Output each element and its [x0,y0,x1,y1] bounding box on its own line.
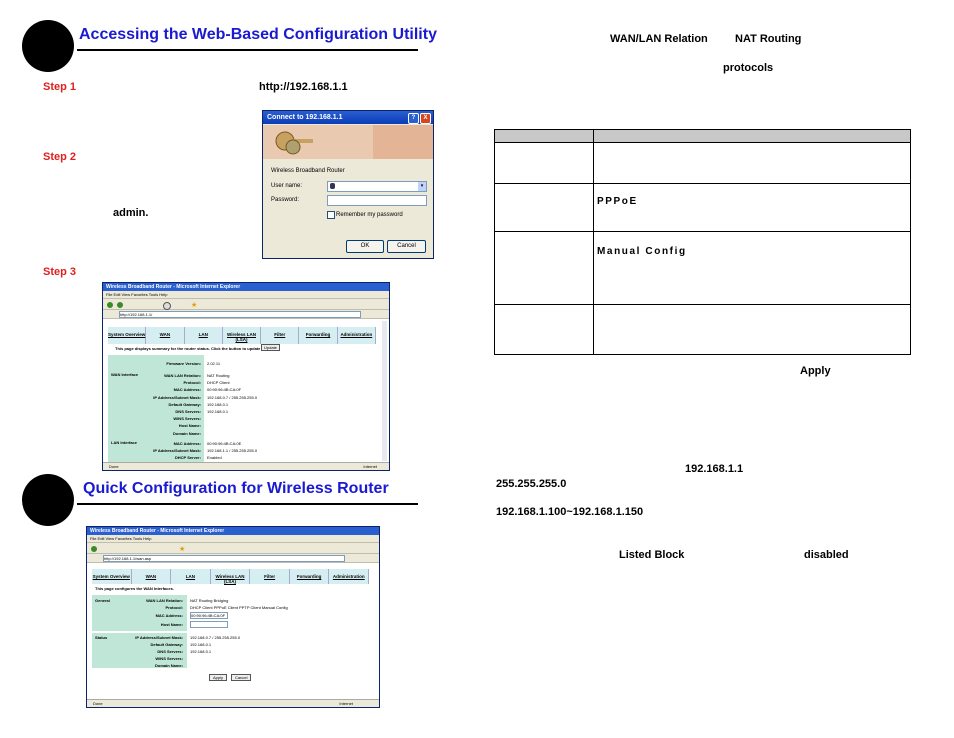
listed-block-term: Listed Block [619,549,685,561]
section-title-quick-config: Quick Configuration for Wireless Router [83,480,389,497]
remember-checkbox[interactable] [327,211,335,219]
status-zone: Internet [339,701,353,706]
username-input[interactable] [327,181,427,192]
table-header-row [495,130,911,143]
section-title-access: Accessing the Web-Based Configuration Utility [79,26,437,43]
row-value: 192.168.0.1 [190,649,212,654]
status-zone: Internet [363,464,377,469]
browser2-addressbar [87,554,379,563]
firmware-label: Firmware Version: [166,361,201,366]
row-label: IP Address/Subnet Mask: [153,394,201,400]
row-label: MAC Address: [173,387,201,393]
row-value: DHCP Client [207,380,230,386]
cancel-button[interactable]: Cancel [387,240,426,253]
row-label: Protocol: [183,380,201,386]
status-done: Done [93,701,103,706]
browser2-nav [92,569,369,584]
row-value: 00:90:96:4B:CA:0F [207,387,242,393]
keys-banner-image [263,125,433,159]
table-row [495,305,911,355]
table-cell [594,232,911,305]
table-row [495,143,911,184]
browser2-menubar: File Edit View Favorites Tools Help [87,535,379,543]
table-cell [495,184,594,232]
row-value: 192.168.0.1 [207,401,229,407]
lan-section-label: LAN Interface [111,440,138,445]
tab-wan[interactable]: WAN [146,327,184,344]
protocols-term: protocols [723,62,774,74]
table-cell [495,305,594,355]
wan-section-label: WAN Interface [111,372,139,377]
browser2-toolbar [87,543,379,554]
dialog-banner [263,125,433,159]
table-cell [594,184,911,232]
tab-administration[interactable]: Administration [338,327,376,344]
section-bullet-2 [22,474,74,526]
browser-window-status [102,282,390,471]
status-section-label: Status [95,635,108,640]
tab-lan[interactable]: LAN [171,569,211,584]
ok-button[interactable]: OK [346,240,384,253]
remember-label: Remember my password [336,212,403,218]
browser2-title: Wireless Broadband Router - Microsoft Internet Explorer [87,527,379,535]
step-2-label: Step 2 [43,151,77,163]
protocol-table [494,129,911,355]
tab-forwarding[interactable]: Forwarding [299,327,337,344]
mac-input[interactable]: 00:90:96:4B:CA:0F [190,612,228,619]
table-row [495,232,911,305]
favorites-icon[interactable]: ★ [191,302,198,309]
row-label: DNS Servers: [175,409,201,414]
tab-wan[interactable]: WAN [132,569,172,584]
update-button[interactable]: Update [261,344,280,351]
tab-filter[interactable]: Filter [261,327,299,344]
row-value: 192.168.0.7 / 255.255.255.0 [207,394,258,400]
close-icon[interactable]: X [420,113,431,124]
row-value: 192.168.0.1 [207,409,229,414]
row-label: MAC Address: [173,441,201,446]
dhcp-range: 192.168.1.100~192.168.1.150 [496,506,644,518]
table-row [495,184,911,232]
back-icon[interactable] [107,302,113,308]
browser1-scrollbar[interactable] [382,321,387,461]
tab-wireless-lan[interactable]: Wireless LAN (LSA) [211,569,251,584]
status-done: Done [109,464,119,469]
address-input[interactable]: http://192.168.1.1/ [119,311,361,318]
address-input[interactable]: http://192.168.1.1/wan.asp [103,555,345,562]
disabled-term: disabled [804,549,849,561]
browser1-status [103,462,389,470]
default-mask: 255.255.255.0 [496,478,567,490]
apply-term: Apply [800,365,831,377]
browser1-menubar: File Edit View Favorites Tools Help [103,291,389,299]
default-ip: 192.168.1.1 [685,463,744,475]
dialog-realm: Wireless Broadband Router [271,168,345,174]
table-header-cell [594,130,911,143]
username-label: User name: [271,183,303,189]
row-label: WAN LAN Relation: [164,373,201,378]
password-input[interactable] [327,195,427,206]
browser2-status [87,699,379,707]
mac-label: MAC Address: [155,613,183,618]
protocol-label: Protocol: [165,605,183,610]
search-icon[interactable] [163,302,171,310]
user-icon [330,183,335,189]
row-value: 192.168.1.1 / 255.255.255.0 [207,448,258,454]
row-value: 00:90:96:4B:CA:0E [207,441,242,446]
row-label: DHCP Server: [174,455,201,461]
row-value: Enabled [207,455,222,461]
step-1-label: Step 1 [43,81,77,93]
row-value: 192.168.0.1 [190,642,212,647]
row-label: Host Name: [178,423,201,429]
table-cell [495,143,594,184]
browser-window-wan [86,526,380,708]
row-label: WINS Servers: [155,656,183,661]
favorites-icon[interactable]: ★ [179,546,186,553]
tab-lan[interactable]: LAN [185,327,223,344]
relation-options[interactable]: NAT Routing Bridging [190,598,229,603]
browser1-intro: This page displays summary for the router status. Click the button to update [115,346,261,351]
firmware-value: 2.02.11 [207,361,221,366]
chevron-down-icon[interactable]: ▾ [418,182,426,191]
tab-filter[interactable]: Filter [250,569,290,584]
browser1-addressbar [103,310,389,319]
browser1-nav [108,327,376,344]
row-label: Default Gateway: [168,401,201,407]
tab-system-overview[interactable]: System Overview [108,327,146,344]
apply-button[interactable]: Apply [209,674,227,681]
help-icon[interactable]: ? [408,113,419,124]
row-value: NAT Routing [207,373,230,378]
cancel-button-wan[interactable]: Cancel [231,674,251,681]
dialog-title-text: Connect to 192.168.1.1 [267,114,343,121]
row-label: WINS Servers: [173,416,201,422]
login-dialog [262,110,434,259]
row-label: DNS Servers: [157,649,183,654]
tab-system-overview[interactable]: System Overview [92,569,132,584]
browser1-title: Wireless Broadband Router - Microsoft Internet Explorer [103,283,389,291]
browser1-toolbar [103,299,389,310]
row-label: Domain Name: [154,663,183,668]
tab-wireless-lan[interactable]: Wireless LAN (LSA) [223,327,261,344]
nat-routing-term: NAT Routing [735,33,802,45]
row-label: Domain Name: [172,430,201,436]
step-3-label: Step 3 [43,266,77,278]
browser2-intro: This page configures the WAN Interfaces. [95,586,174,591]
table-cell [594,305,911,355]
back-icon[interactable] [91,546,97,552]
section-rule-2 [77,503,418,505]
row-label: IP Address/Subnet Mask: [135,635,183,640]
pppoe-term: PPPoE [597,196,638,207]
forward-icon[interactable] [117,302,123,308]
wan-lan-relation-term: WAN/LAN Relation [610,33,708,45]
general-section-label: General [95,598,110,603]
password-label: Password: [271,197,300,203]
tab-forwarding[interactable]: Forwarding [290,569,330,584]
router-url: http://192.168.1.1 [259,81,348,93]
section-rule-1 [77,49,418,51]
table-cell [594,143,911,184]
row-label: Default Gateway: [150,642,183,647]
row-label: IP Address/Subnet Mask: [153,448,201,454]
manual-config-term: Manual Config [597,246,687,257]
host-label: Host Name: [160,622,183,627]
admin-text: admin. [113,207,149,219]
row-value: 192.168.0.7 / 255.255.255.0 [190,635,241,640]
host-input[interactable] [190,621,228,628]
section-bullet-1 [22,20,74,72]
tab-administration[interactable]: Administration [329,569,369,584]
table-header-cell [495,130,594,143]
table-cell [495,232,594,305]
relation-label: WAN LAN Relation: [146,598,183,603]
dialog-title [263,111,433,124]
protocol-options[interactable]: DHCP Client PPPoE Client PPTP Client Manual Config [190,605,288,610]
